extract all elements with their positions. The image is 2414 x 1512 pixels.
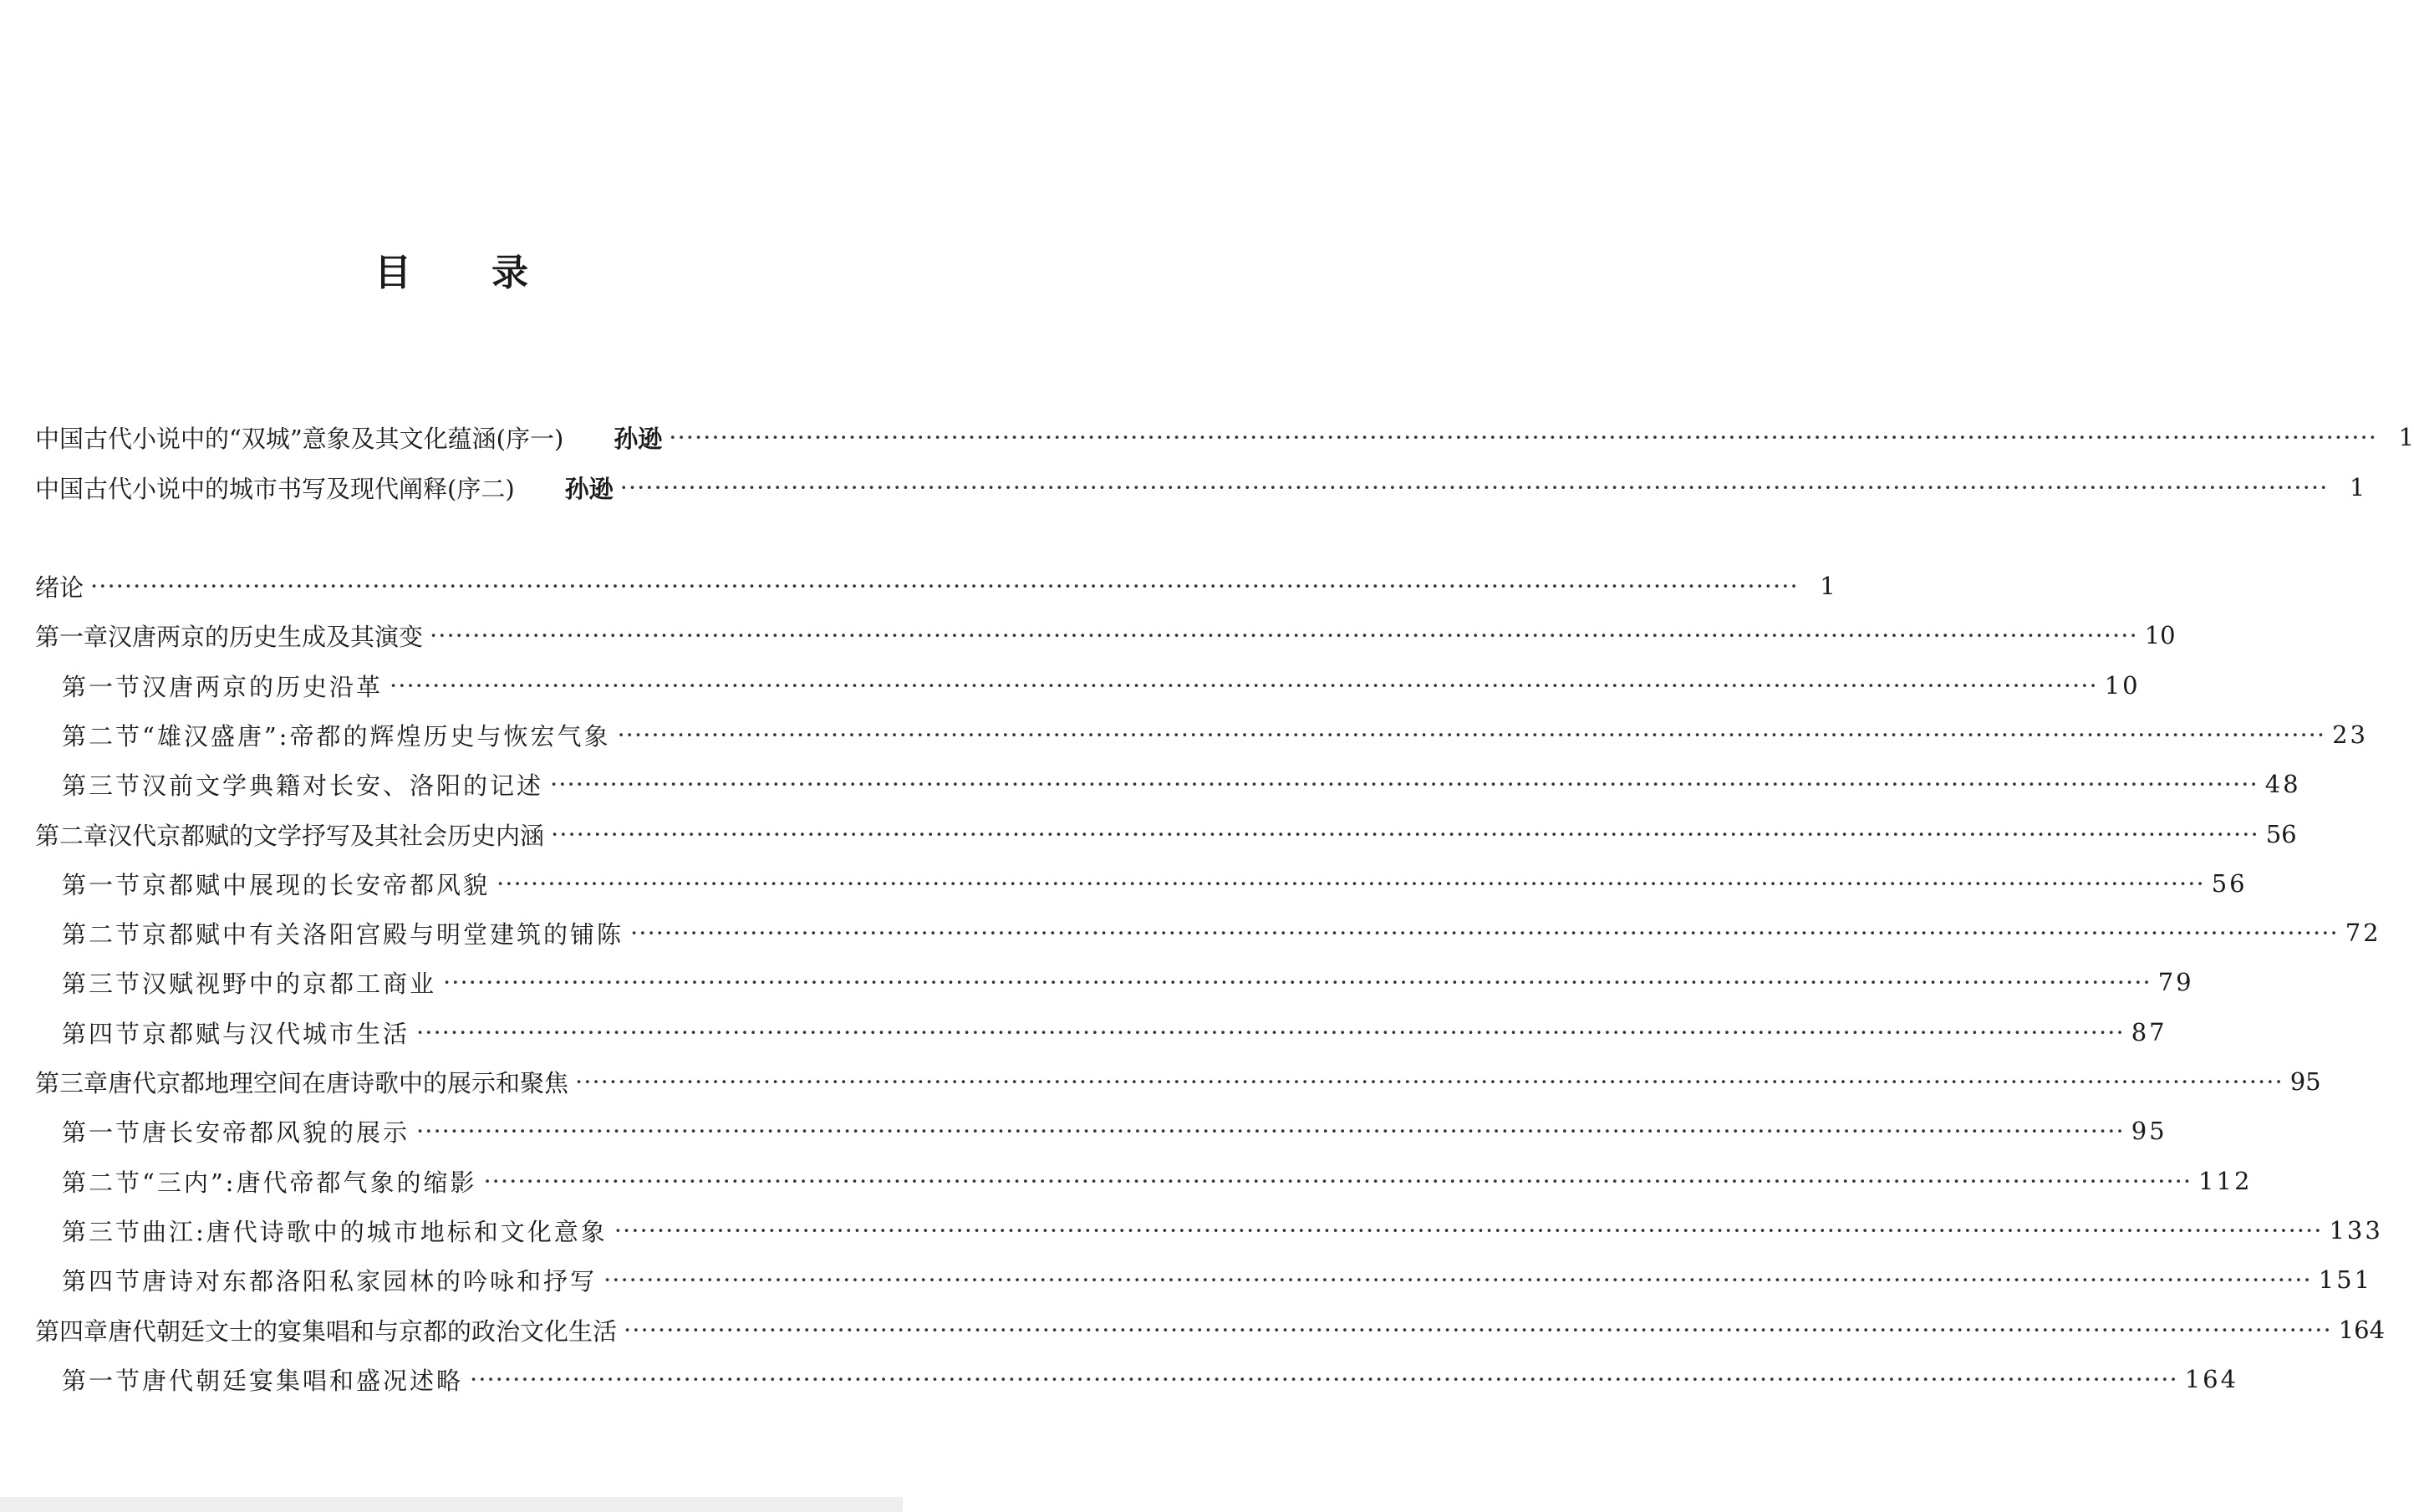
toc-preface-row[interactable] bbox=[35, 416, 2414, 458]
toc-chapter-row[interactable] bbox=[35, 1309, 2386, 1351]
chapter-number: 第一章 bbox=[35, 622, 109, 651]
page-number: 72 bbox=[2345, 919, 2381, 947]
toc-chapter-row[interactable] bbox=[35, 565, 1836, 607]
leader-dots: ········································································································································································································ bbox=[604, 1265, 2312, 1294]
leader-dots: ········································································································································································································ bbox=[551, 820, 2259, 848]
chapter-number: 第四章 bbox=[35, 1316, 109, 1346]
section-number: 第三节 bbox=[62, 969, 143, 998]
leader-dots: ········································································································································································································ bbox=[430, 621, 2138, 649]
page-number: 23 bbox=[2332, 720, 2369, 749]
section-title: 唐诗对东都洛阳私家园林的吟咏和抒写 bbox=[142, 1266, 598, 1296]
leader-dots: ········································································································································································································ bbox=[619, 473, 2329, 501]
section-title: 汉前文学典籍对长安、洛阳的记述 bbox=[142, 771, 544, 800]
toc-chapter-row[interactable] bbox=[35, 1061, 2321, 1102]
page-number: 164 bbox=[2338, 1316, 2386, 1344]
leader-dots: ········································································································································································································ bbox=[416, 1117, 2125, 1145]
section-title: 汉赋视野中的京都工商业 bbox=[142, 969, 437, 998]
section-number: 第三节 bbox=[62, 1217, 143, 1246]
section-number: 第一节 bbox=[62, 870, 143, 899]
leader-dots: ········································································································································································································ bbox=[624, 1316, 2332, 1344]
section-title: “三内”:唐代帝都气象的缩影 bbox=[142, 1168, 477, 1197]
page-number: 133 bbox=[2329, 1216, 2383, 1245]
page-number: 95 bbox=[2131, 1117, 2167, 1145]
leader-dots: ········································································································································································································ bbox=[614, 1216, 2323, 1245]
toc-section-row[interactable] bbox=[62, 1110, 2167, 1152]
toc-section-row[interactable] bbox=[62, 763, 2301, 805]
section-title: 唐代朝廷宴集唱和盛况述略 bbox=[142, 1366, 464, 1395]
page-number: 10 bbox=[2104, 671, 2141, 700]
bottom-bar bbox=[0, 1497, 903, 1512]
leader-dots: ········································································································································································································ bbox=[90, 572, 1799, 600]
chapter-number: 第三章 bbox=[35, 1068, 109, 1097]
page-number: 1 bbox=[2349, 473, 2366, 501]
toc-section-row[interactable] bbox=[62, 1358, 2239, 1400]
section-title: 京都赋中展现的长安帝都风貌 bbox=[142, 870, 491, 899]
section-number: 第一节 bbox=[62, 1366, 143, 1395]
leader-dots: ········································································································································································································ bbox=[497, 869, 2205, 898]
chapter-title: 唐代朝廷文士的宴集唱和与京都的政治文化生活 bbox=[108, 1316, 618, 1346]
chapter-title: 绪论 bbox=[35, 573, 84, 602]
toc-section-row[interactable] bbox=[62, 863, 2248, 904]
toc-section-row[interactable] bbox=[62, 961, 2194, 1003]
section-number: 第一节 bbox=[62, 1117, 143, 1147]
section-title: 唐长安帝都风貌的展示 bbox=[142, 1117, 410, 1147]
section-number: 第一节 bbox=[62, 672, 143, 701]
toc-section-row[interactable] bbox=[62, 1160, 2253, 1202]
page-number: 1 bbox=[1820, 572, 1836, 600]
section-number: 第二节 bbox=[62, 1168, 143, 1197]
toc-section-row[interactable] bbox=[62, 664, 2141, 706]
section-title: “雄汉盛唐”:帝都的辉煌历史与恢宏气象 bbox=[142, 721, 611, 751]
page-title: 目录 bbox=[374, 252, 609, 294]
page-number: 1 bbox=[2398, 423, 2414, 451]
toc-section-row[interactable] bbox=[62, 714, 2369, 756]
leader-dots: ········································································································································································································ bbox=[669, 423, 2377, 451]
leader-dots: ········································································································································································································ bbox=[617, 720, 2326, 749]
chapter-number: 第二章 bbox=[35, 821, 109, 850]
leader-dots: ········································································································································································································ bbox=[443, 968, 2152, 996]
page-number: 56 bbox=[2211, 869, 2248, 898]
leader-dots: ········································································································································································································ bbox=[630, 919, 2339, 947]
page-number: 95 bbox=[2289, 1067, 2321, 1096]
preface-author: 孙逊 bbox=[614, 424, 663, 453]
toc-chapter-row[interactable] bbox=[35, 614, 2176, 656]
page-number: 87 bbox=[2131, 1018, 2167, 1046]
section-title: 京都赋与汉代城市生活 bbox=[142, 1019, 410, 1048]
chapter-title: 汉唐两京的历史生成及其演变 bbox=[108, 622, 424, 651]
toc-section-row[interactable] bbox=[62, 912, 2381, 954]
page-number: 151 bbox=[2318, 1265, 2373, 1294]
leader-dots: ········································································································································································································ bbox=[416, 1018, 2125, 1046]
section-title: 汉唐两京的历史沿革 bbox=[142, 672, 384, 701]
leader-dots: ········································································································································································································ bbox=[483, 1167, 2192, 1195]
page-number: 10 bbox=[2144, 621, 2176, 649]
toc-section-row[interactable] bbox=[62, 1259, 2373, 1301]
chapter-title: 唐代京都地理空间在唐诗歌中的展示和聚焦 bbox=[108, 1068, 569, 1097]
section-number: 第四节 bbox=[62, 1266, 143, 1296]
page-number: 164 bbox=[2184, 1365, 2239, 1393]
page-number: 79 bbox=[2157, 968, 2194, 996]
toc-chapter-row[interactable] bbox=[35, 813, 2297, 855]
page-number: 56 bbox=[2265, 820, 2297, 848]
leader-dots: ········································································································································································································ bbox=[575, 1067, 2284, 1096]
section-number: 第三节 bbox=[62, 771, 143, 800]
section-number: 第四节 bbox=[62, 1019, 143, 1048]
toc-section-row[interactable] bbox=[62, 1209, 2383, 1251]
leader-dots: ········································································································································································································ bbox=[550, 770, 2259, 798]
leader-dots: ········································································································································································································ bbox=[390, 671, 2098, 700]
preface-title: 中国古代小说中的“双城”意象及其文化蕴涵(序一) bbox=[35, 424, 564, 453]
page-number: 112 bbox=[2198, 1167, 2253, 1195]
toc-section-row[interactable] bbox=[62, 1011, 2167, 1053]
section-title: 曲江:唐代诗歌中的城市地标和文化意象 bbox=[142, 1217, 608, 1246]
toc-preface-row[interactable] bbox=[35, 466, 2366, 508]
preface-author: 孙逊 bbox=[564, 474, 614, 503]
chapter-title: 汉代京都赋的文学抒写及其社会历史内涵 bbox=[108, 821, 545, 850]
page-number: 48 bbox=[2264, 770, 2301, 798]
section-number: 第二节 bbox=[62, 721, 143, 751]
leader-dots: ········································································································································································································ bbox=[470, 1365, 2178, 1393]
preface-title: 中国古代小说中的城市书写及现代阐释(序二) bbox=[35, 474, 515, 503]
section-number: 第二节 bbox=[62, 919, 143, 949]
section-title: 京都赋中有关洛阳宫殿与明堂建筑的铺陈 bbox=[142, 919, 624, 949]
